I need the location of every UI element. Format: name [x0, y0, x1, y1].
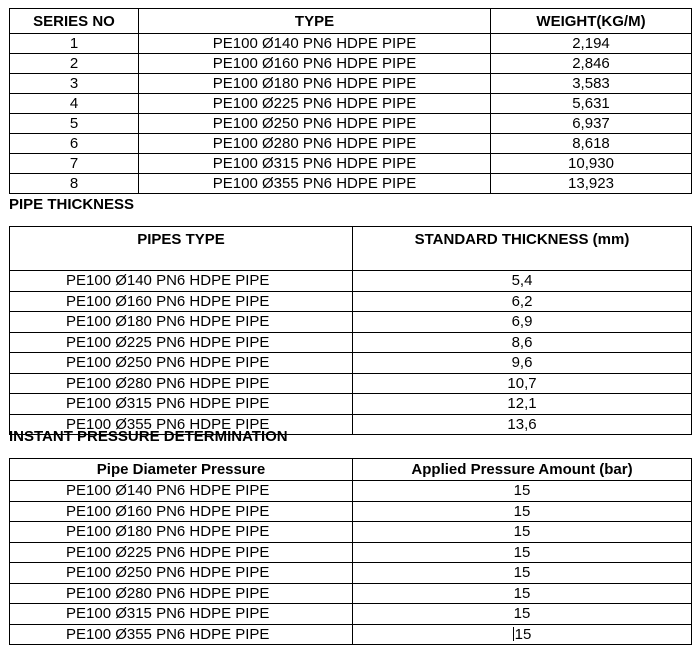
- pressure-cell: 15: [353, 563, 692, 584]
- pipe-type-cell: PE100 Ø140 PN6 HDPE PIPE: [10, 271, 353, 292]
- series-no-cell: 8: [10, 174, 139, 194]
- pipe-diameter-cell: PE100 Ø160 PN6 HDPE PIPE: [10, 501, 353, 522]
- pipe-diameter-cell: PE100 Ø180 PN6 HDPE PIPE: [10, 522, 353, 543]
- pipe-type-cell: PE100 Ø225 PN6 HDPE PIPE: [10, 332, 353, 353]
- weight-cell: 3,583: [491, 74, 692, 94]
- pipe-type-cell: PE100 Ø250 PN6 HDPE PIPE: [10, 353, 353, 374]
- header-type: TYPE: [139, 9, 491, 34]
- pressure-cell: 15: [353, 604, 692, 625]
- weight-cell: 2,846: [491, 54, 692, 74]
- weight-cell: 13,923: [491, 174, 692, 194]
- table-row: [10, 542, 692, 563]
- table-row: [10, 34, 692, 54]
- table-row: [10, 583, 692, 604]
- type-cell: PE100 Ø250 PN6 HDPE PIPE: [139, 114, 491, 134]
- pipe-type-cell: PE100 Ø355 PN6 HDPE PIPE: [10, 414, 353, 435]
- pressure-cell: 15: [353, 501, 692, 522]
- table-row: [10, 604, 692, 625]
- table-row: [10, 94, 692, 114]
- weight-cell: 5,631: [491, 94, 692, 114]
- text-cursor: [513, 627, 514, 641]
- pipe-diameter-cell: PE100 Ø355 PN6 HDPE PIPE: [10, 624, 353, 645]
- thickness-cell: 9,6: [353, 353, 692, 374]
- series-no-cell: 2: [10, 54, 139, 74]
- table-row: [10, 522, 692, 543]
- pressure-cell: 15: [353, 522, 692, 543]
- type-cell: PE100 Ø225 PN6 HDPE PIPE: [139, 94, 491, 114]
- pipe-diameter-cell: PE100 Ø280 PN6 HDPE PIPE: [10, 583, 353, 604]
- thickness-table-header: [10, 227, 692, 271]
- table-row: [10, 373, 692, 394]
- series-no-cell: 4: [10, 94, 139, 114]
- pipe-type-cell: PE100 Ø280 PN6 HDPE PIPE: [10, 373, 353, 394]
- weight-cell: 8,618: [491, 134, 692, 154]
- thickness-cell: 5,4: [353, 271, 692, 292]
- thickness-cell: 10,7: [353, 373, 692, 394]
- type-cell: PE100 Ø160 PN6 HDPE PIPE: [139, 54, 491, 74]
- series-no-cell: 5: [10, 114, 139, 134]
- table-row: [10, 353, 692, 374]
- pipe-diameter-cell: PE100 Ø140 PN6 HDPE PIPE: [10, 481, 353, 502]
- header-standard-thickness: STANDARD THICKNESS (mm): [353, 227, 692, 271]
- thickness-cell: 8,6: [353, 332, 692, 353]
- pipe-thickness-title: PIPE THICKNESS: [9, 196, 135, 213]
- series-no-cell: 6: [10, 134, 139, 154]
- table-row: [10, 134, 692, 154]
- table-row: [10, 624, 692, 645]
- table-row: [10, 291, 692, 312]
- pressure-cell[interactable]: [353, 624, 692, 645]
- pipe-type-cell: PE100 Ø180 PN6 HDPE PIPE: [10, 312, 353, 333]
- pressure-cell: 15: [353, 481, 692, 502]
- table-row: [10, 271, 692, 292]
- weight-table: [9, 8, 692, 194]
- type-cell: PE100 Ø355 PN6 HDPE PIPE: [139, 174, 491, 194]
- weight-cell: 10,930: [491, 154, 692, 174]
- series-no-cell: 1: [10, 34, 139, 54]
- thickness-table: [9, 226, 692, 435]
- type-cell: PE100 Ø280 PN6 HDPE PIPE: [139, 134, 491, 154]
- header-pipes-type: PIPES TYPE: [10, 227, 353, 271]
- table-row: [10, 501, 692, 522]
- type-cell: PE100 Ø180 PN6 HDPE PIPE: [139, 74, 491, 94]
- instant-pressure-title: INSTANT PRESSURE DETERMINATION: [9, 428, 288, 445]
- thickness-cell: 6,9: [353, 312, 692, 333]
- table-row: [10, 394, 692, 415]
- table-row: [10, 481, 692, 502]
- type-cell: PE100 Ø315 PN6 HDPE PIPE: [139, 154, 491, 174]
- pipe-type-cell: PE100 Ø315 PN6 HDPE PIPE: [10, 394, 353, 415]
- weight-cell: 2,194: [491, 34, 692, 54]
- header-weight: WEIGHT(KG/M): [491, 9, 692, 34]
- pipe-type-cell: PE100 Ø160 PN6 HDPE PIPE: [10, 291, 353, 312]
- table-row: [10, 154, 692, 174]
- header-pipe-diameter-pressure: Pipe Diameter Pressure: [10, 459, 353, 481]
- weight-table-header: [10, 9, 692, 34]
- table-row: [10, 74, 692, 94]
- table-row: [10, 332, 692, 353]
- type-cell: PE100 Ø140 PN6 HDPE PIPE: [139, 34, 491, 54]
- thickness-cell: 6,2: [353, 291, 692, 312]
- pressure-value: 15: [514, 625, 532, 643]
- table-row: [10, 114, 692, 134]
- table-row: [10, 563, 692, 584]
- table-row: [10, 312, 692, 333]
- pressure-table-header: [10, 459, 692, 481]
- header-applied-pressure: Applied Pressure Amount (bar): [353, 459, 692, 481]
- pipe-diameter-cell: PE100 Ø250 PN6 HDPE PIPE: [10, 563, 353, 584]
- pressure-table: [9, 458, 692, 645]
- table-row: [10, 174, 692, 194]
- thickness-cell: 12,1: [353, 394, 692, 415]
- weight-cell: 6,937: [491, 114, 692, 134]
- series-no-cell: 3: [10, 74, 139, 94]
- pipe-diameter-cell: PE100 Ø225 PN6 HDPE PIPE: [10, 542, 353, 563]
- series-no-cell: 7: [10, 154, 139, 174]
- pressure-cell: 15: [353, 542, 692, 563]
- thickness-cell: 13,6: [353, 414, 692, 435]
- pressure-cell: 15: [353, 583, 692, 604]
- pipe-diameter-cell: PE100 Ø315 PN6 HDPE PIPE: [10, 604, 353, 625]
- table-row: [10, 54, 692, 74]
- header-series-no: SERIES NO: [10, 9, 139, 34]
